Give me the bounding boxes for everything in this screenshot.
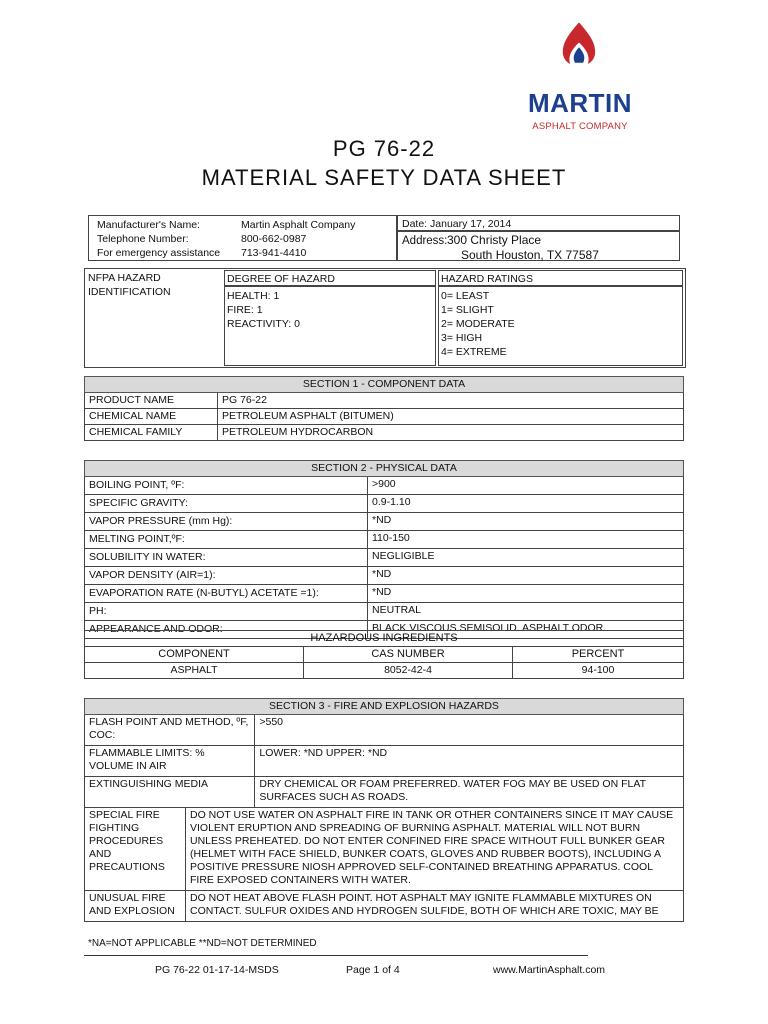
table-row: [85, 531, 684, 549]
address-line1: 300 Christy Place: [447, 233, 542, 247]
address-box: [396, 230, 680, 261]
emergency-label: For emergency assistance: [97, 247, 221, 259]
section1-label: CHEMICAL NAME: [85, 409, 218, 425]
address-label: Address:: [402, 235, 448, 247]
section2-value: >900: [368, 477, 684, 495]
section1-value: PETROLEUM ASPHALT (BITUMEN): [218, 409, 684, 425]
section2-value: NEUTRAL: [368, 603, 684, 621]
section2-label: SPECIFIC GRAVITY:: [85, 495, 368, 513]
degree-fire: FIRE: 1: [227, 304, 263, 316]
ratings-list: [438, 285, 683, 366]
table-row: [85, 891, 684, 922]
rating-3: 3= HIGH: [441, 332, 483, 344]
section1-value: PETROLEUM HYDROCARBON: [218, 425, 684, 441]
table-row: [85, 777, 684, 808]
table-row: [85, 808, 684, 891]
unusual-value: DO NOT HEAT ABOVE FLASH POINT. HOT ASPHALT MAY IGNITE FLAMMABLE MIXTURES ON CONTACT. SULFUR OXIDES AND HYDROGEN SULFIDE, BOTH OF WHICH ARE TOXIC, MAY BE: [186, 891, 684, 922]
flammable-label: FLAMMABLE LIMITS: % VOLUME IN AIR: [85, 746, 255, 777]
section2-header: SECTION 2 - PHYSICAL DATA: [85, 461, 684, 477]
ingredient-cas: 8052-42-4: [304, 663, 513, 679]
degree-health: HEALTH: 1: [227, 290, 280, 302]
brand-name: MARTIN: [527, 88, 633, 118]
table-row: [85, 567, 684, 585]
rating-1: 1= SLIGHT: [441, 304, 494, 316]
table-row: [85, 409, 684, 425]
nfpa-label-line1: NFPA HAZARD: [88, 272, 161, 284]
degree-list: [224, 285, 436, 366]
section2-value: 110-150: [368, 531, 684, 549]
rating-4: 4= EXTREME: [441, 346, 507, 358]
section2-label: PH:: [85, 603, 368, 621]
date-text: Date: January 17, 2014: [402, 218, 512, 230]
section2-value: *ND: [368, 585, 684, 603]
section1-table: [84, 376, 684, 441]
ingredients-header: HAZARDOUS INGREDIENTS: [85, 631, 684, 647]
degree-header: DEGREE OF HAZARD: [227, 273, 335, 285]
document-title: MATERIAL SAFETY DATA SHEET: [201, 165, 567, 190]
table-row: [85, 746, 684, 777]
table-row: [85, 477, 684, 495]
phone-label: Telephone Number:: [97, 233, 189, 245]
special-value: DO NOT USE WATER ON ASPHALT FIRE IN TANK OR OTHER CONTAINERS SINCE IT MAY CAUSE VIOLENT ERUPTION AND SPREADING OF BURNING ASPHALT. MATERIAL WILL NOT BURN UNLESS PREHEATED. DO NOT ENTER CONFINED FIRE SPACE WITHOUT FULL BUNKER GEAR (HELMET WITH FACE SHIELD, BUNKER COATS, GLOVES AND RUBBER BOOTS), INCLUDING A POSITIVE PRESSURE NIOSH APPROVED SELF-CONTAINED BREATHING APPARATUS. COOL FIRE EXPOSED CONTAINERS WITH WATER.: [186, 808, 684, 891]
manufacturer-box: [88, 215, 398, 261]
rating-0: 0= LEAST: [441, 290, 490, 302]
rating-2: 2= MODERATE: [441, 318, 515, 330]
table-row: [85, 425, 684, 441]
table-row: [85, 585, 684, 603]
section1-label: CHEMICAL FAMILY: [85, 425, 218, 441]
ingredient-col-cas: CAS NUMBER: [304, 647, 513, 663]
extinguish-value: DRY CHEMICAL OR FOAM PREFERRED. WATER FOG MAY BE USED ON FLAT SURFACES SUCH AS ROADS.: [255, 777, 684, 808]
section2-value: *ND: [368, 513, 684, 531]
ingredient-percent: 94-100: [513, 663, 684, 679]
table-row: [85, 393, 684, 409]
section2-table: [84, 460, 684, 639]
ingredient-col-percent: PERCENT: [513, 647, 684, 663]
section1-header: SECTION 1 - COMPONENT DATA: [85, 377, 684, 393]
brand-subtitle: ASPHALT COMPANY: [532, 121, 628, 132]
table-row: [85, 549, 684, 567]
section1-label: PRODUCT NAME: [85, 393, 218, 409]
table-row: [85, 603, 684, 621]
section2-label: SOLUBILITY IN WATER:: [85, 549, 368, 567]
special-label: SPECIAL FIRE FIGHTING PROCEDURES AND PRECAUTIONS: [85, 808, 186, 891]
ingredient-component: ASPHALT: [85, 663, 304, 679]
section2-label: MELTING POINT,ºF:: [85, 531, 368, 549]
manufacturer-label: Manufacturer's Name:: [97, 219, 200, 231]
flame-logo-icon: [520, 20, 638, 90]
section2-label: BOILING POINT, ºF:: [85, 477, 368, 495]
flash-label: FLASH POINT AND METHOD, ºF, COC:: [85, 715, 255, 746]
address-line2: South Houston, TX 77587: [461, 248, 599, 262]
table-row: [85, 663, 684, 679]
section2-label: APPEARANCE AND ODOR:: [85, 621, 368, 639]
flash-value: >550: [255, 715, 684, 746]
footer-website-link[interactable]: www.MartinAsphalt.com: [493, 964, 606, 976]
abbreviation-notes: *NA=NOT APPLICABLE **ND=NOT DETERMINED: [88, 938, 317, 949]
unusual-label: UNUSUAL FIRE AND EXPLOSION: [85, 891, 186, 922]
section3-table: [84, 698, 684, 922]
extinguish-label: EXTINGUISHING MEDIA: [85, 777, 255, 808]
ingredients-table: [84, 630, 684, 679]
ingredient-col-component: COMPONENT: [85, 647, 304, 663]
section2-value: NEGLIGIBLE: [368, 549, 684, 567]
degree-reactivity: REACTIVITY: 0: [227, 318, 300, 330]
ratings-header: HAZARD RATINGS: [441, 273, 533, 285]
nfpa-label-line2: IDENTIFICATION: [88, 286, 171, 298]
table-row: [85, 495, 684, 513]
footer-doc-id: PG 76-22 01-17-14-MSDS: [155, 964, 279, 976]
section3-header: SECTION 3 - FIRE AND EXPLOSION HAZARDS: [85, 699, 684, 715]
footer-page-number: Page 1 of 4: [346, 964, 400, 976]
section2-label: VAPOR DENSITY (AIR=1):: [85, 567, 368, 585]
emergency-value: 713-941-4410: [241, 247, 307, 259]
section2-label: VAPOR PRESSURE (mm Hg):: [85, 513, 368, 531]
section2-label: EVAPORATION RATE (N-BUTYL) ACETATE =1):: [85, 585, 368, 603]
footer-divider: [84, 955, 588, 956]
section2-value: *ND: [368, 567, 684, 585]
section2-value: 0.9-1.10: [368, 495, 684, 513]
flammable-value: LOWER: *ND UPPER: *ND: [255, 746, 684, 777]
document-code: PG 76-22: [332, 136, 436, 161]
table-row: [85, 513, 684, 531]
table-row: [85, 715, 684, 746]
section1-value: PG 76-22: [218, 393, 684, 409]
section2-value: BLACK VISCOUS SEMISOLID. ASPHALT ODOR.: [368, 621, 684, 639]
phone-value: 800-662-0987: [241, 233, 307, 245]
manufacturer-value: Martin Asphalt Company: [241, 219, 356, 231]
